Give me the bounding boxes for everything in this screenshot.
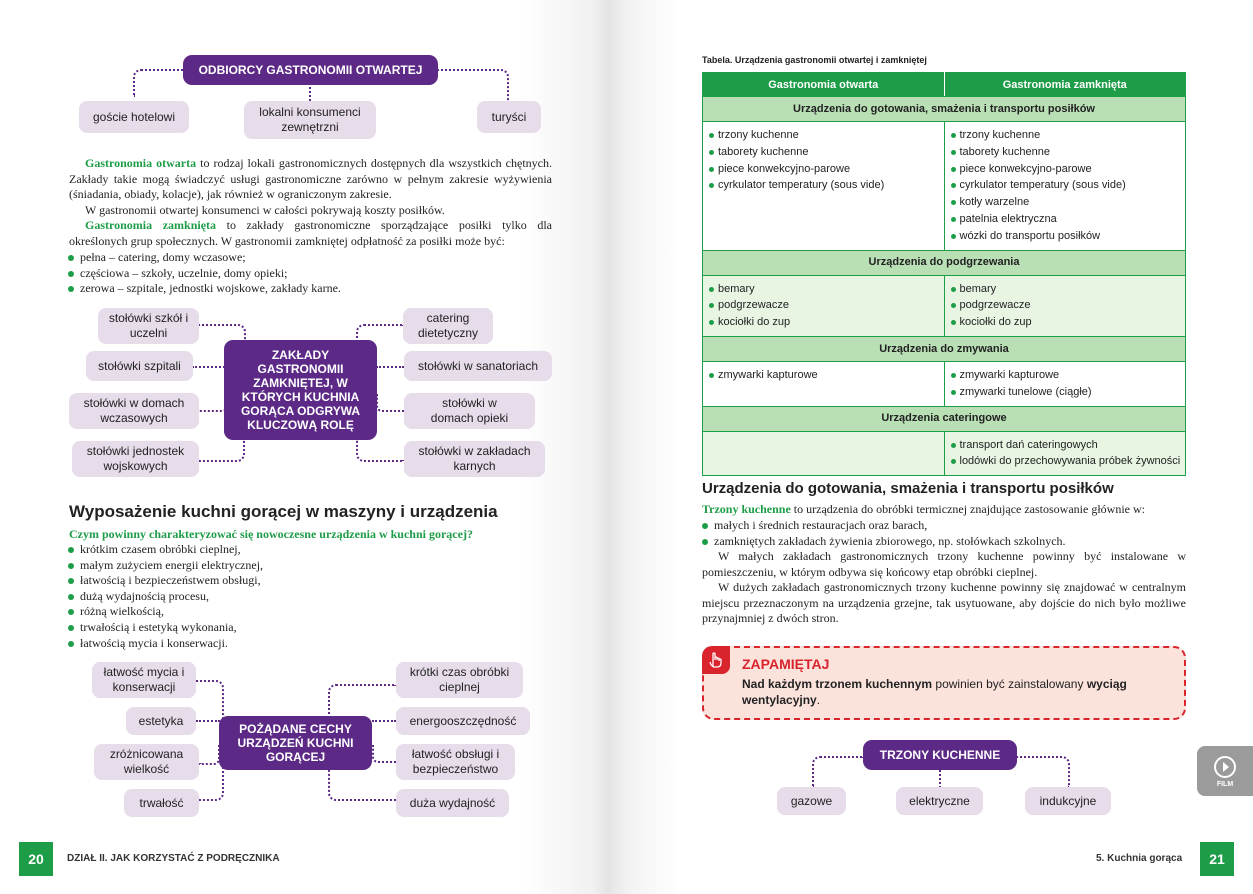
- mid-map-left-item: stołówki jednostek wojskowych: [72, 441, 199, 477]
- table-section-title: Urządzenia cateringowe: [703, 406, 1186, 431]
- remember-text: Nad każdym trzonem kuchennym powinien być zainstalowany wyciąg wentylacyjny.: [742, 677, 1127, 707]
- list-item: małym zużyciem energii elektrycznej,: [66, 558, 546, 574]
- list-item: łatwością i bezpieczeństwem obsługi,: [66, 573, 546, 589]
- list-item: bemary: [949, 281, 1182, 298]
- hand-icon: [702, 646, 730, 674]
- stove-intro: Trzony kuchenne to urządzenia do obróbki termicznej znajdujące zastosowanie głównie w:: [702, 502, 1145, 516]
- table-cell: [944, 275, 1186, 336]
- bottom-map-right-item: łatwość obsługi i bezpieczeństwo: [396, 744, 515, 780]
- bottom-map-left-item: estetyka: [126, 707, 196, 735]
- table-cell: [944, 122, 1186, 251]
- footer-chapter: 5. Kuchnia gorąca: [1096, 853, 1183, 864]
- list-item: taborety kuchenne: [707, 144, 940, 161]
- page-number: 20: [19, 842, 53, 876]
- mid-map-left-item: stołówki w domach wczasowych: [69, 393, 199, 429]
- table-section-title: Urządzenia do podgrzewania: [703, 250, 1186, 275]
- table-header: Gastronomia zamknięta: [944, 73, 1186, 97]
- bottom-map-right-item: duża wydajność: [396, 789, 509, 817]
- mid-map-right-item: stołówki w sanatoriach: [404, 351, 552, 381]
- payment-list: [66, 250, 549, 297]
- devices-table: [702, 72, 1186, 476]
- mid-map-right-item: catering dietetyczny: [403, 308, 493, 344]
- mid-map-left-item: stołówki szpitali: [86, 351, 193, 381]
- bottom-map-center: POŻĄDANE CECHY URZĄDZEŃ KUCHNI GORĄCEJ: [219, 716, 372, 770]
- list-item: trzony kuchenne: [949, 127, 1182, 144]
- footer-chapter: DZIAŁ II. JAK KORZYSTAĆ Z PODRĘCZNIKA: [67, 853, 280, 864]
- list-item: zamkniętych zakładach żywienia zbiorowego, np. stołówkach szkolnych.: [700, 534, 1184, 550]
- section-question: Czym powinny charakteryzować się nowoczesne urządzenia w kuchni gorącej?: [69, 527, 473, 541]
- table-cell: [944, 431, 1186, 476]
- bottom-map-right-item: energooszczędność: [396, 707, 530, 735]
- list-item: wózki do transportu posiłków: [949, 228, 1182, 245]
- list-item: podgrzewacze: [949, 297, 1182, 314]
- list-item: piece konwekcyjno-parowe: [707, 161, 940, 178]
- list-item: bemary: [707, 281, 940, 298]
- stove-list: [700, 518, 1184, 549]
- top-map-item: turyści: [477, 101, 541, 133]
- stove-map-item: indukcyjne: [1025, 787, 1111, 815]
- stove-map-item: gazowe: [777, 787, 846, 815]
- list-item: różną wielkością,: [66, 604, 546, 620]
- table-cell: [944, 361, 1186, 406]
- mid-map-right-item: stołówki w domach opieki: [404, 393, 535, 429]
- play-icon: [1213, 755, 1237, 779]
- table-caption: Tabela. Urządzenia gastronomii otwartej i zamkniętej: [702, 55, 927, 65]
- list-item: patelnia elektryczna: [949, 211, 1182, 228]
- list-item: trzony kuchenne: [707, 127, 940, 144]
- list-item: zmywarki kapturowe: [949, 367, 1182, 384]
- table-section-title: Urządzenia do zmywania: [703, 336, 1186, 361]
- list-item: pełna – catering, domy wczasowe;: [66, 250, 549, 266]
- list-item: piece konwekcyjno-parowe: [949, 161, 1182, 178]
- list-item: lodówki do przechowywania próbek żywności: [949, 453, 1182, 470]
- table-section-title: Urządzenia do gotowania, smażenia i transportu posiłków: [703, 97, 1186, 122]
- stove-map-item: elektryczne: [896, 787, 983, 815]
- list-item: cyrkulator temperatury (sous vide): [949, 177, 1182, 194]
- bottom-map-right-item: krótki czas obróbki cieplnej: [396, 662, 523, 698]
- list-item: zerowa – szpitale, jednostki wojskowe, zakłady karne.: [66, 281, 549, 297]
- mid-map-right-item: stołówki w zakładach karnych: [404, 441, 545, 477]
- list-item: trwałością i estetyką wykonania,: [66, 620, 546, 636]
- film-label: FILM: [1216, 780, 1234, 788]
- list-item: zmywarki kapturowe: [707, 367, 940, 384]
- table-cell: [703, 275, 945, 336]
- list-item: cyrkulator temperatury (sous vide): [707, 177, 940, 194]
- top-map-item: lokalni konsumenci zewnętrzni: [244, 101, 376, 139]
- list-item: kotły warzelne: [949, 194, 1182, 211]
- table-header: Gastronomia otwarta: [703, 73, 945, 97]
- feature-list: [66, 542, 546, 651]
- mid-map-left-item: stołówki szkół i uczelni: [98, 308, 199, 344]
- list-item: kociołki do zup: [707, 314, 940, 331]
- table-cell: [703, 431, 945, 476]
- bottom-map-left-item: zróżnicowana wielkość: [94, 744, 199, 780]
- bottom-map-left-item: trwałość: [124, 789, 199, 817]
- table-cell: [703, 361, 945, 406]
- top-map-center: ODBIORCY GASTRONOMII OTWARTEJ: [183, 55, 438, 85]
- section-heading: Urządzenia do gotowania, smażenia i transportu posiłków: [702, 480, 1114, 497]
- stove-map-center: TRZONY KUCHENNE: [863, 740, 1017, 770]
- mid-map-center: ZAKŁADY GASTRONOMII ZAMKNIĘTEJ, W KTÓRYCH KUCHNIA GORĄCA ODGRYWA KLUCZOWĄ ROLĘ: [224, 340, 377, 440]
- list-item: podgrzewacze: [707, 297, 940, 314]
- list-item: częściowa – szkoły, uczelnie, domy opieki;: [66, 266, 549, 282]
- list-item: zmywarki tunelowe (ciągłe): [949, 384, 1182, 401]
- table-cell: [703, 122, 945, 251]
- film-button[interactable]: [1197, 746, 1253, 796]
- page-number: 21: [1200, 842, 1234, 876]
- list-item: dużą wydajnością procesu,: [66, 589, 546, 605]
- list-item: małych i średnich restauracjach oraz barach,: [700, 518, 1184, 534]
- top-map-item: goście hotelowi: [79, 101, 189, 133]
- section-heading: Wyposażenie kuchni gorącej w maszyny i urządzenia: [69, 502, 498, 521]
- remember-title: ZAPAMIĘTAJ: [742, 656, 830, 672]
- list-item: kociołki do zup: [949, 314, 1182, 331]
- stove-paragraph: W małych zakładach gastronomicznych trzony kuchenne powinny być instalowane w pomieszczeniu, w którym odbywa się końcowy etap obróbki cieplnej. W dużych zakładach gastronomicznych trzony kuchenne powinny się znajdować w centralnym miejscu przeznaczonym na urządzenia grzejne, tak usytuowane, aby dojście do nich było możliwe przynajmniej z dwóch stron.: [702, 549, 1186, 626]
- bottom-map-left-item: łatwość mycia i konserwacji: [92, 662, 196, 698]
- list-item: taborety kuchenne: [949, 144, 1182, 161]
- intro-paragraph: Gastronomia otwarta to rodzaj lokali gastronomicznych dostępnych dla wszystkich chętnych. Zakłady takie mogą świadczyć usługi gastronomiczne zarówno w pełnym zakresie wyżywienia (śniadania, obiady, kolacje), jak również w ograniczonym zakresie. W gastronomii otwartej konsumenci w całości pokrywają koszty posiłków. Gastronomia zamknięta to zakłady gastronomiczne sporządzające posiłki tylko dla określonych grup społecznych. W gastronomii zamkniętej odpłatność za posiłki może być:: [69, 156, 552, 248]
- list-item: krótkim czasem obróbki cieplnej,: [66, 542, 546, 558]
- list-item: transport dań cateringowych: [949, 437, 1182, 454]
- list-item: łatwością mycia i konserwacji.: [66, 636, 546, 652]
